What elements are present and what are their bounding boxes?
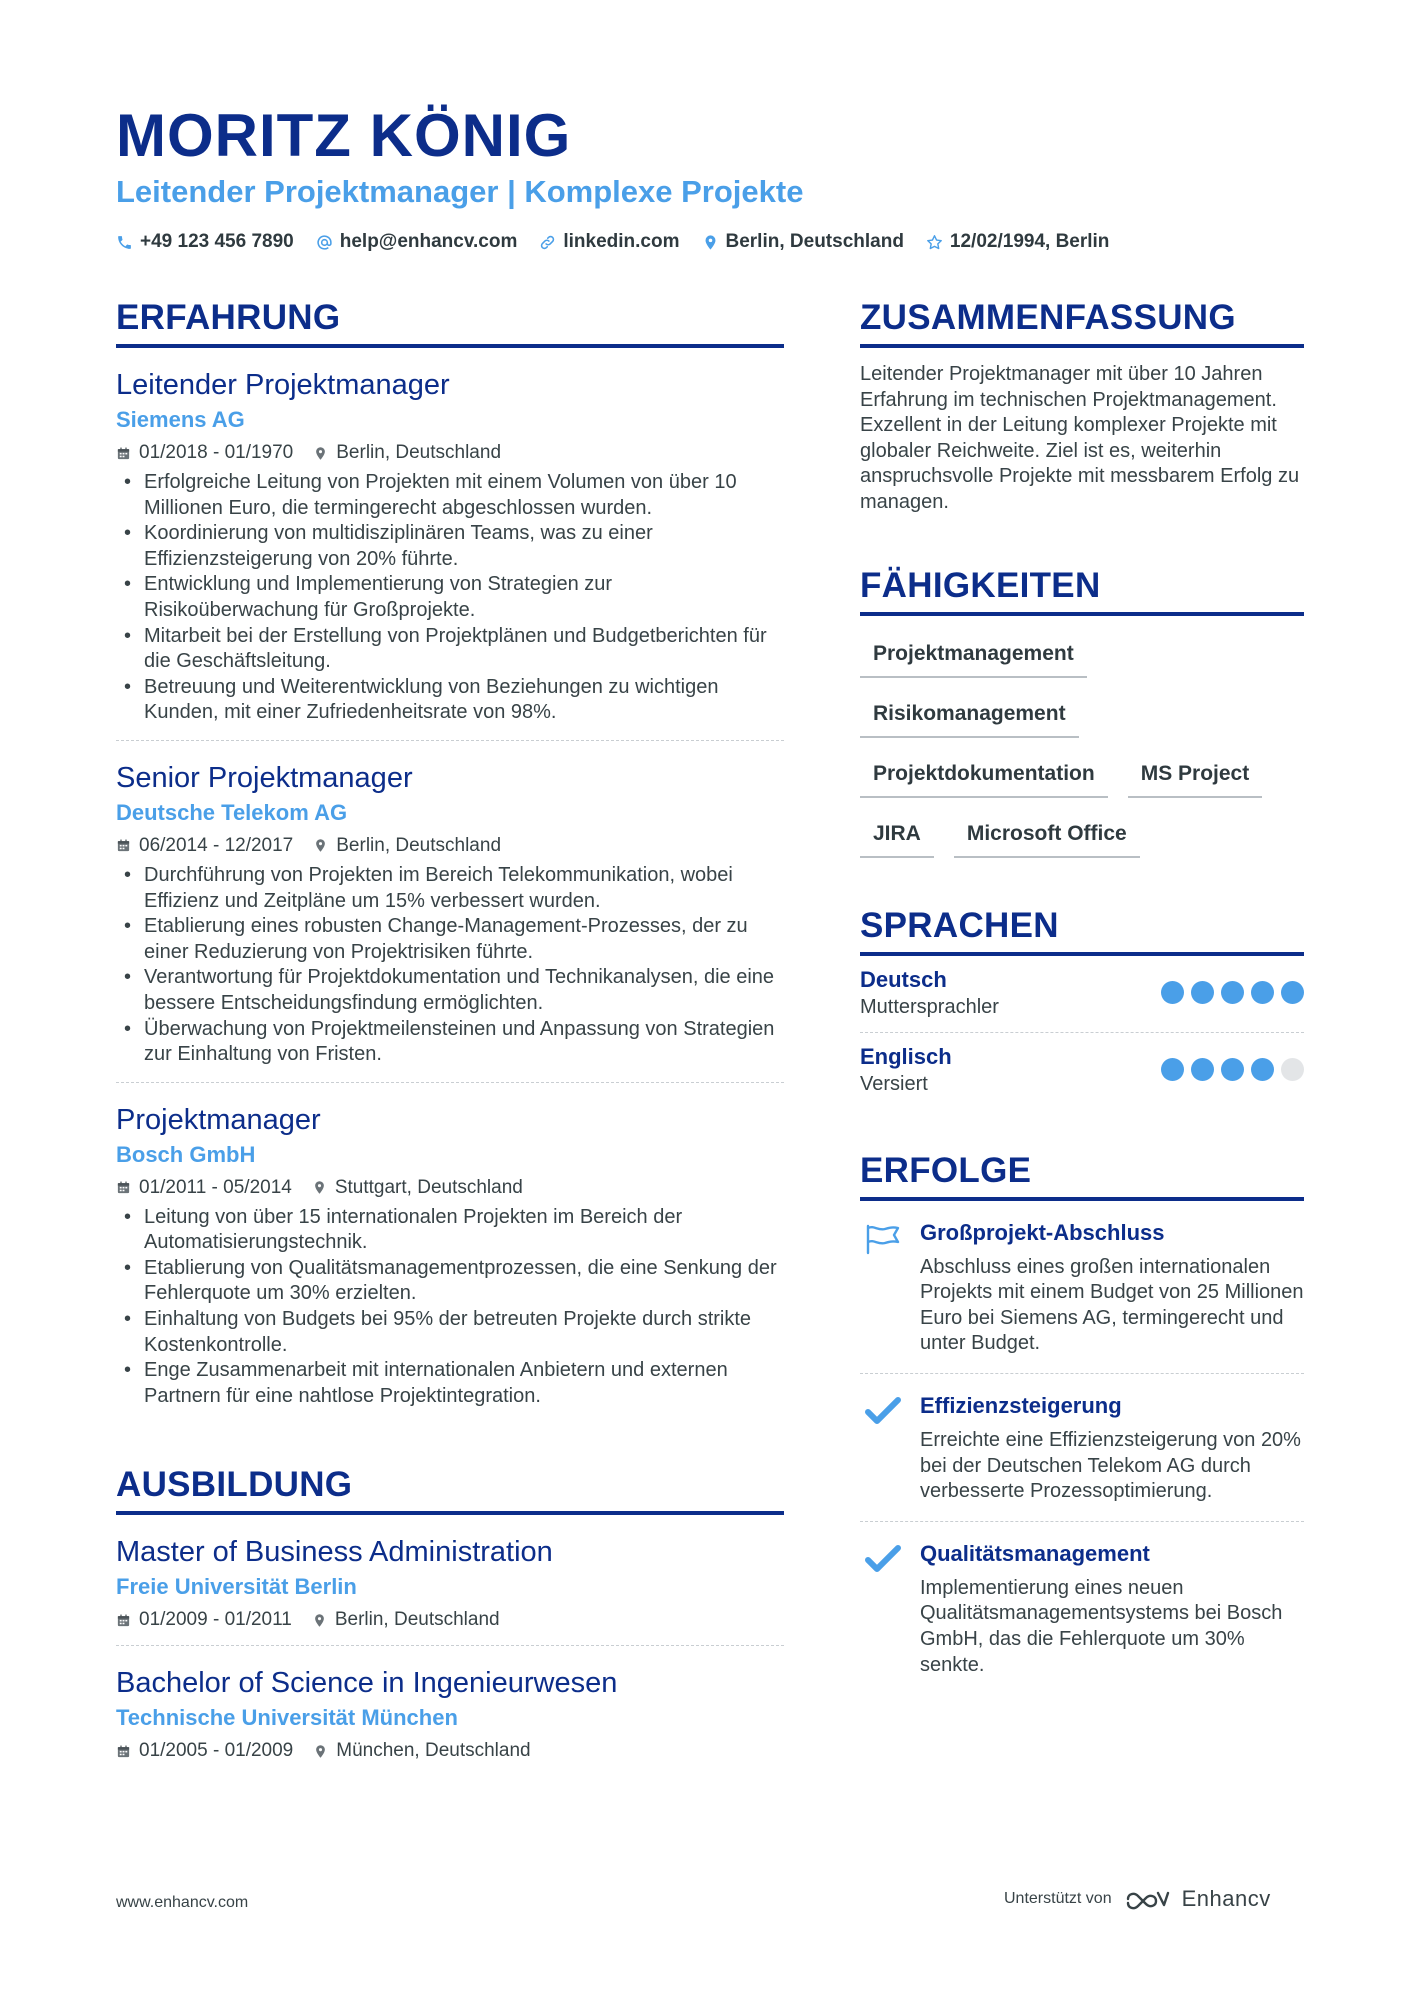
skill-tag: Microsoft Office <box>954 814 1140 858</box>
job-dates <box>116 1173 292 1203</box>
job-location <box>313 831 501 861</box>
proficiency-dot <box>1161 981 1184 1004</box>
proficiency-dot <box>1281 1058 1304 1081</box>
link-icon <box>539 234 556 251</box>
education-dates <box>116 1605 292 1635</box>
location-text: Berlin, Deutschland <box>725 231 904 252</box>
phone-icon <box>116 234 133 251</box>
achievement-icon <box>860 1540 906 1678</box>
job-bullet: • Leitung von über 15 internationalen Projekten im Bereich der Automatisierungstechnik. <box>116 1205 784 1256</box>
job-dates <box>116 438 293 468</box>
education-location-text: München, Deutschland <box>336 1740 531 1762</box>
job-bullet: • Enge Zusammenarbeit mit internationalen Anbietern und externen Partnern für eine nahtlose Projektintegration. <box>116 1358 784 1409</box>
achievement-entry <box>860 1522 1304 1694</box>
skill-tag: Risikomanagement <box>860 694 1079 738</box>
degree-title: Master of Business Administration <box>116 1536 553 1569</box>
calendar-icon <box>116 446 131 461</box>
job-location <box>313 438 501 468</box>
job-meta <box>116 438 784 468</box>
job-bullet: • Erfolgreiche Leitung von Projekten mit einem Volumen von über 10 Millionen Euro, die termingerecht abgeschlossen wurden. <box>116 470 784 521</box>
flag-icon <box>863 1223 903 1255</box>
job-bullet: • Etablierung von Qualitätsmanagementprozessen, die eine Senkung der Fehlerquote um 30% erzielten. <box>116 1256 784 1307</box>
education-entry <box>116 1515 784 1646</box>
powered-by-text: Unterstützt von <box>1004 1890 1112 1907</box>
education-meta <box>116 1605 784 1635</box>
location-pin-icon <box>312 1613 327 1628</box>
calendar-icon <box>116 1180 131 1195</box>
experience-list <box>116 348 784 1423</box>
education-list <box>116 1515 784 1776</box>
job-location <box>312 1173 523 1203</box>
contact-bar <box>116 228 1109 256</box>
job-bullets <box>116 1205 784 1410</box>
job-bullet: • Mitarbeit bei der Erstellung von Projektplänen und Budgetberichten für die Geschäftsleitung. <box>116 624 784 675</box>
proficiency-dot <box>1191 981 1214 1004</box>
calendar-icon <box>116 1744 131 1759</box>
achievement-title: Effizienzsteigerung <box>920 1392 1122 1418</box>
proficiency-rating <box>1161 981 1304 1004</box>
candidate-name: MORITZ KÖNIG <box>116 102 572 169</box>
language-entry <box>860 1033 1304 1109</box>
education-location <box>312 1605 500 1635</box>
school-name: Technische Universität München <box>116 1705 458 1731</box>
proficiency-dot <box>1161 1058 1184 1081</box>
footer-branding <box>1004 1886 1271 1912</box>
job-bullet: • Koordinierung von multidisziplinären Teams, was zu einer Effizienzsteigerung von 20% führte. <box>116 521 784 572</box>
job-bullet: • Verantwortung für Projektdokumentation und Technikanalysen, die eine bessere Entscheidungsfindung ermöglichten. <box>116 965 784 1016</box>
education-location <box>313 1736 530 1766</box>
school-name: Freie Universität Berlin <box>116 1574 357 1600</box>
check-icon <box>865 1396 901 1426</box>
footer-website[interactable]: www.enhancv.com <box>116 1894 249 1911</box>
languages-list <box>860 956 1304 1109</box>
location-pin-icon <box>313 838 328 853</box>
at-icon <box>316 234 333 251</box>
job-bullet: • Etablierung eines robusten Change-Management-Prozesses, der zu einer Reduzierung von Projektrisiken führte. <box>116 914 784 965</box>
job-bullets <box>116 470 784 726</box>
phone-text: +49 123 456 7890 <box>140 231 294 252</box>
job-bullet: • Durchführung von Projekten im Bereich Telekommunikation, wobei Effizienz und Zeitpläne um 15% verbessert wurden. <box>116 863 784 914</box>
experience-heading: ERFAHRUNG <box>116 296 784 348</box>
job-bullet: • Entwicklung und Implementierung von Strategien zur Risikoüberwachung für Großprojekte. <box>116 572 784 623</box>
education-dates <box>116 1736 293 1766</box>
degree-title: Bachelor of Science in Ingenieurwesen <box>116 1667 618 1700</box>
education-dates-text: 01/2005 - 01/2009 <box>139 1740 294 1762</box>
proficiency-dot <box>1221 981 1244 1004</box>
achievement-icon <box>860 1392 906 1505</box>
skill-tag: MS Project <box>1128 754 1263 798</box>
skill-tag: Projektdokumentation <box>860 754 1108 798</box>
achievements-list <box>860 1201 1304 1695</box>
education-meta <box>116 1736 784 1766</box>
skill-tag: Projektmanagement <box>860 634 1087 678</box>
check-icon <box>865 1544 901 1574</box>
job-entry <box>116 1083 784 1424</box>
company-name: Deutsche Telekom AG <box>116 799 348 825</box>
left-column <box>116 296 784 1776</box>
job-entry <box>116 741 784 1083</box>
right-column <box>860 296 1304 1694</box>
language-level: Muttersprachler <box>860 995 999 1018</box>
language-info <box>860 1043 952 1097</box>
achievement-body <box>920 1219 1304 1357</box>
proficiency-dot <box>1251 981 1274 1004</box>
job-bullet: • Betreuung und Weiterentwicklung von Beziehungen zu wichtigen Kunden, mit einer Zufriedenheitsrate von 98%. <box>116 675 784 726</box>
education-entry <box>116 1646 784 1776</box>
enhancv-logo-icon <box>1124 1887 1170 1911</box>
education-heading: AUSBILDUNG <box>116 1463 784 1515</box>
achievement-body <box>920 1392 1304 1505</box>
achievement-entry <box>860 1374 1304 1522</box>
job-meta <box>116 831 784 861</box>
company-name: Siemens AG <box>116 407 245 432</box>
language-entry <box>860 956 1304 1033</box>
contact-location <box>702 228 904 256</box>
calendar-icon <box>116 1613 131 1628</box>
location-pin-icon <box>313 1744 328 1759</box>
contact-linkedin[interactable] <box>539 228 679 256</box>
calendar-icon <box>116 838 131 853</box>
contact-birth <box>926 228 1110 256</box>
proficiency-dot <box>1191 1058 1214 1081</box>
location-pin-icon <box>313 446 328 461</box>
job-location-text: Berlin, Deutschland <box>336 834 502 856</box>
achievement-title: Großprojekt-Abschluss <box>920 1219 1165 1245</box>
birth-text: 12/02/1994, Berlin <box>949 231 1110 252</box>
language-info <box>860 966 999 1020</box>
job-location-text: Stuttgart, Deutschland <box>334 1176 523 1198</box>
job-title: Senior Projektmanager <box>116 761 413 794</box>
language-name: Deutsch <box>860 966 947 992</box>
email-text: help@enhancv.com <box>339 231 518 252</box>
education-dates-text: 01/2009 - 01/2011 <box>139 1609 292 1631</box>
contact-phone <box>116 228 294 256</box>
job-bullet: • Einhaltung von Budgets bei 95% der betreuten Projekte durch strikte Kostenkontrolle. <box>116 1307 784 1358</box>
achievement-description: Erreichte eine Effizienzsteigerung von 20% bei der Deutschen Telekom AG durch verbesserte Prozessoptimierung. <box>920 1428 1301 1503</box>
candidate-title: Leitender Projektmanager | Komplexe Projekte <box>116 174 804 209</box>
job-title: Projektmanager <box>116 1103 321 1136</box>
proficiency-dot <box>1251 1058 1274 1081</box>
achievement-description: Abschluss eines großen internationalen Projekts mit einem Budget von 25 Millionen Euro bei Siemens AG, termingerecht und unter Budget. <box>920 1255 1304 1355</box>
job-dates-text: 01/2018 - 01/1970 <box>139 442 294 463</box>
proficiency-rating <box>1161 1058 1304 1081</box>
job-dates-text: 06/2014 - 12/2017 <box>139 834 294 856</box>
job-bullet: • Überwachung von Projektmeilensteinen und Anpassung von Strategien zur Einhaltung von Fristen. <box>116 1017 784 1068</box>
proficiency-dot <box>1221 1058 1244 1081</box>
job-meta <box>116 1173 784 1203</box>
job-bullets <box>116 863 784 1068</box>
summary-heading: ZUSAMMENFASSUNG <box>860 296 1304 348</box>
job-dates-text: 01/2011 - 05/2014 <box>139 1176 292 1198</box>
job-entry <box>116 348 784 741</box>
languages-heading: SPRACHEN <box>860 904 1304 956</box>
achievement-title: Qualitätsmanagement <box>920 1540 1150 1566</box>
achievement-description: Implementierung eines neuen Qualitätsmanagementsystems bei Bosch GmbH, das die Fehlerquote um 30% senkte. <box>920 1576 1283 1676</box>
skills-heading: FÄHIGKEITEN <box>860 564 1304 616</box>
location-pin-icon <box>702 234 719 251</box>
company-name: Bosch GmbH <box>116 1141 256 1167</box>
job-dates <box>116 831 293 861</box>
language-name: Englisch <box>860 1043 952 1069</box>
achievement-body <box>920 1540 1304 1678</box>
job-location-text: Berlin, Deutschland <box>336 442 502 463</box>
education-location-text: Berlin, Deutschland <box>334 1609 500 1631</box>
achievement-icon <box>860 1219 906 1357</box>
language-level: Versiert <box>860 1072 928 1095</box>
achievements-heading: ERFOLGE <box>860 1149 1304 1201</box>
summary-text: Leitender Projektmanager mit über 10 Jahren Erfahrung im technischen Projektmanagement. Exzellent in der Leitung komplexer Projekte mit globaler Reichweite. Ziel ist es, weiterhin anspruchsvolle Projekte mit messbarem Erfolg zu managen. <box>860 363 1300 513</box>
star-icon <box>926 234 943 251</box>
proficiency-dot <box>1281 981 1304 1004</box>
contact-email[interactable] <box>316 228 518 256</box>
location-pin-icon <box>312 1180 327 1195</box>
linkedin-text: linkedin.com <box>563 231 680 252</box>
skill-tag: JIRA <box>860 814 934 858</box>
brand-text: Enhancv <box>1181 1886 1271 1911</box>
achievement-entry <box>860 1201 1304 1374</box>
job-title: Leitender Projektmanager <box>116 369 450 401</box>
skills-list <box>860 634 1304 858</box>
